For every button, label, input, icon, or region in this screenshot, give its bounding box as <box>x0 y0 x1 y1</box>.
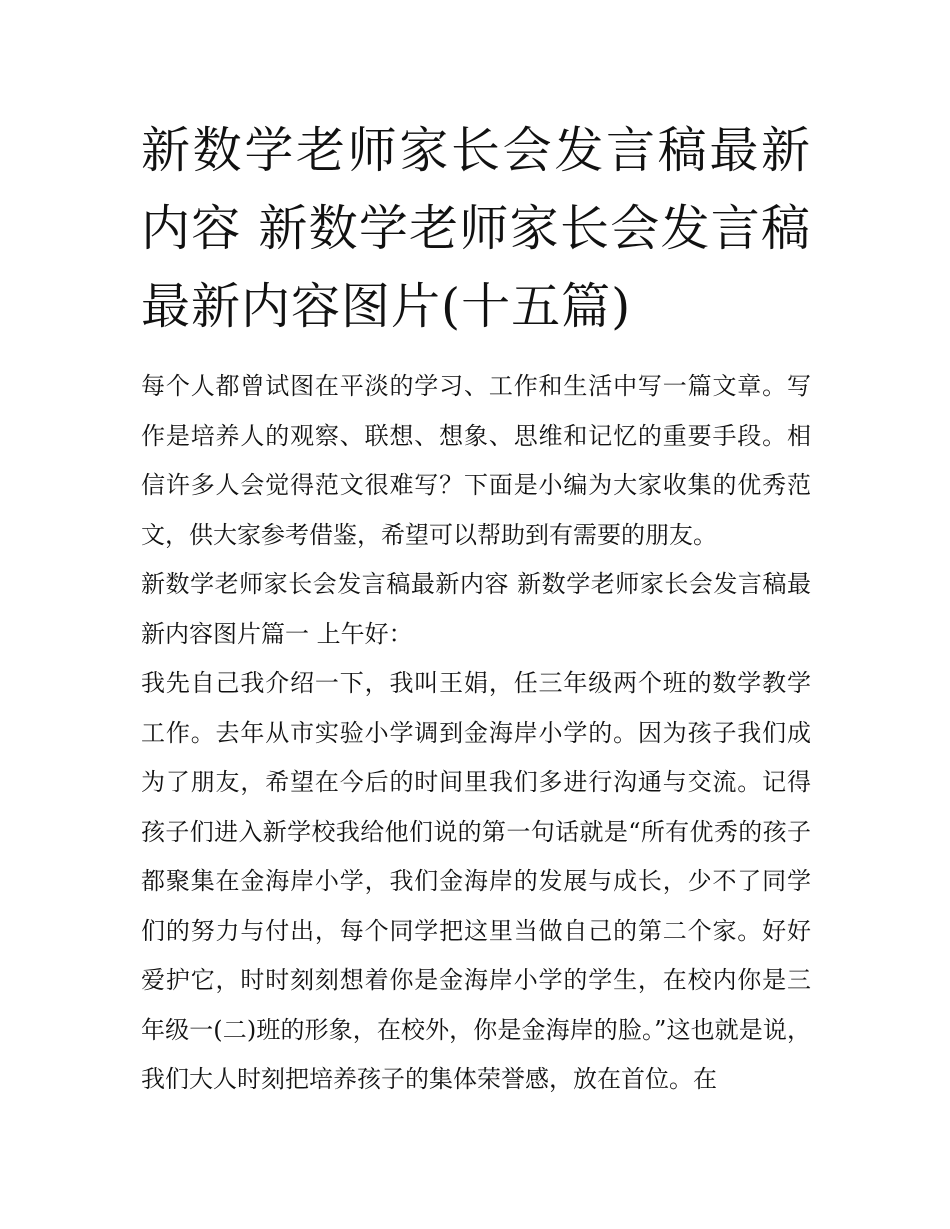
document-title: 新数学老师家长会发言稿最新内容 新数学老师家长会发言稿最新内容图片(十五篇) <box>141 122 811 335</box>
document-body <box>141 112 811 1105</box>
intro-paragraph: 每个人都曾试图在平淡的学习、工作和生活中写一篇文章。写作是培养人的观察、联想、想象、思维和记忆的重要手段。相信许多人会觉得范文很难写？下面是小编为大家收集的优秀范文，供大家参考借鉴，希望可以帮助到有需要的朋友。 <box>141 372 811 549</box>
body-paragraph: 我先自己我介绍一下，我叫王娟，任三年级两个班的数学教学工作。去年从市实验小学调到金海岸小学的。因为孩子我们成为了朋友，希望在今后的时间里我们多进行沟通与交流。记得孩子们进入新学校我给他们说的第一句话就是“所有优秀的孩子都聚集在金海岸小学，我们金海岸的发展与成长，少不了同学们的努力与付出，每个同学把这里当做自己的第二个家。好好爱护它，时时刻刻想着你是金海岸小学的学生，在校内你是三年级一(二)班的形象，在校外，你是金海岸的脸。”这也就是说，我们大人时刻把培养孩子的集体荣誉感，放在首位。在 <box>141 669 811 1093</box>
section-heading-paragraph: 新数学老师家长会发言稿最新内容 新数学老师家长会发言稿最新内容图片篇一 上午好： <box>141 570 811 648</box>
